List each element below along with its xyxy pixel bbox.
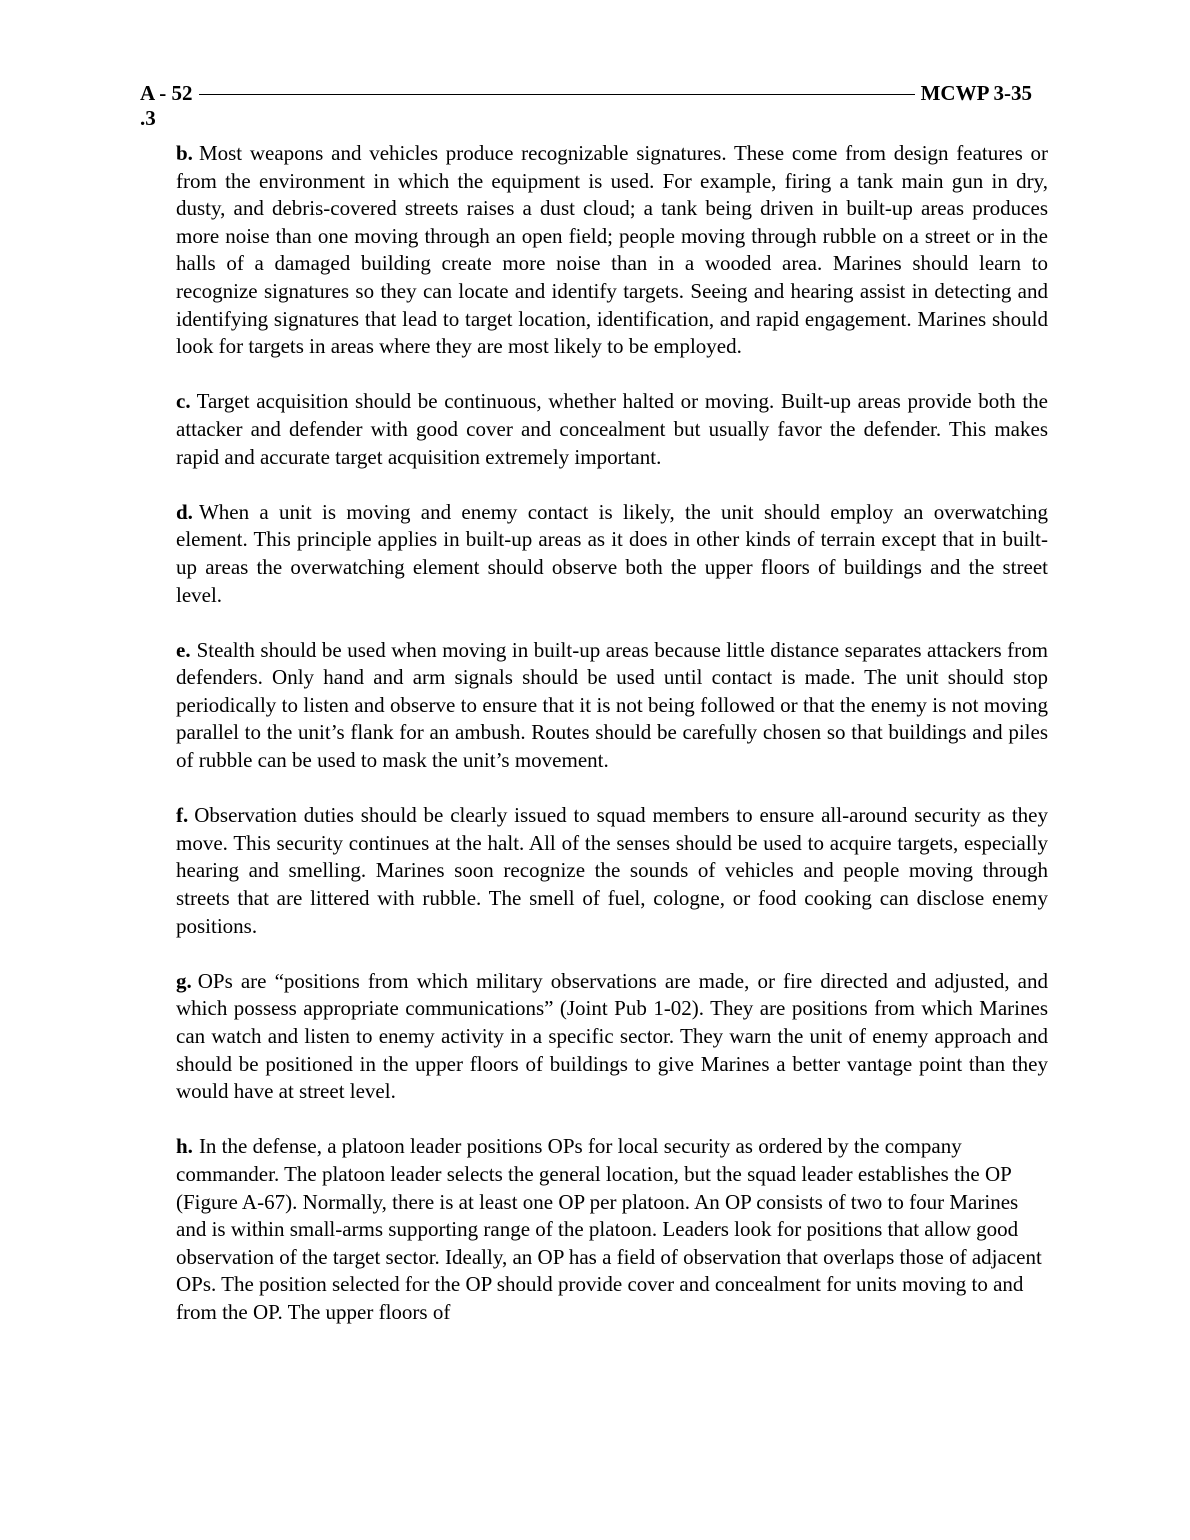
paragraph-g — [176, 968, 1048, 1106]
paragraph-text: OPs are “positions from which military observations are made, or fire directed and adjusted, and which possess appropriate communications” (Joint Pub 1-02). They are positions from which Marines can watch and listen to enemy activity in a specific sector. They warn the unit of enemy approach and should be positioned in the upper floors of buildings to give Marines a better vantage point than they would have at street level. — [176, 968, 1048, 1104]
document-id: MCWP 3-35 — [920, 80, 1032, 105]
paragraph-label: h. — [176, 1134, 193, 1159]
paragraph-label: e. — [176, 637, 191, 662]
paragraph-e — [176, 637, 1048, 775]
document-id-continuation: .3 — [140, 106, 156, 130]
paragraph-f — [176, 802, 1048, 940]
paragraph-label: d. — [176, 499, 193, 524]
paragraph-d — [176, 499, 1048, 609]
paragraph-c — [176, 388, 1048, 471]
paragraph-h — [176, 1133, 1048, 1326]
page-header — [140, 78, 1032, 108]
page-number: A - 52 — [140, 80, 193, 105]
paragraph-text: When a unit is moving and enemy contact is likely, the unit should employ an overwatching element. This principle applies in built-up areas as it does in other kinds of terrain except that in built-up areas the overwatching element should observe both the upper floors of buildings and the street level. — [176, 499, 1048, 607]
paragraph-label: b. — [176, 141, 193, 165]
paragraph-text: In the defense, a platoon leader positions OPs for local security as ordered by the company commander. The platoon leader selects the general location, but the squad leader establishes the OP (Figure A-67). Normally, there is at least one OP per platoon. An OP consists of two to four Marines and is within small-arms supporting range of the platoon. Leaders look for positions that allow good observation of the target sector. Ideally, an OP has a field of observation that overlaps those of adjacent OPs. The position selected for the OP should provide cover and concealment for units moving to and from the OP. The upper floors of — [176, 1134, 1042, 1324]
paragraph-text: Stealth should be used when moving in built-up areas because little distance separates attackers from defenders. Only hand and arm signals should be used until contact is made. The unit should stop periodically to listen and observe to ensure that it is not being followed or that the enemy is not moving parallel to the unit’s flank for an ambush. Routes should be carefully chosen so that buildings and piles of rubble can be used to mask the unit’s movement. — [176, 637, 1048, 773]
paragraph-text: Target acquisition should be continuous, whether halted or moving. Built-up areas provide both the attacker and defender with good cover and concealment but usually favor the defender. This makes rapid and accurate target acquisition extremely important. — [176, 389, 1048, 469]
page-body — [176, 140, 1048, 1354]
paragraph-b — [176, 140, 1048, 361]
paragraph-label: g. — [176, 968, 192, 993]
paragraph-label: f. — [176, 803, 189, 828]
paragraph-text: Most weapons and vehicles produce recognizable signatures. These come from design features or from the environment in which the equipment is used. For example, firing a tank main gun in dry, dusty, and debris-covered streets raises a dust cloud; a tank being driven in built-up areas produces more noise than one moving through an open field; people moving through rubble on a street or in the halls of a damaged building create more noise than in a wooded area. Marines should learn to recognize signatures so they can locate and identify targets. Seeing and hearing assist in detecting and identifying signatures that lead to target location, identification, and rapid engagement. Marines should look for targets in areas where they are most likely to be employed. — [176, 141, 1048, 359]
paragraph-label: c. — [176, 389, 191, 414]
paragraph-text: Observation duties should be clearly issued to squad members to ensure all-around security as they move. This security continues at the halt. All of the senses should be used to acquire targets, especially hearing and smelling. Marines soon recognize the sounds of vehicles and people moving through streets that are littered with rubble. The smell of fuel, cologne, or food cooking can disclose enemy positions. — [176, 803, 1048, 938]
header-rule — [199, 94, 915, 95]
